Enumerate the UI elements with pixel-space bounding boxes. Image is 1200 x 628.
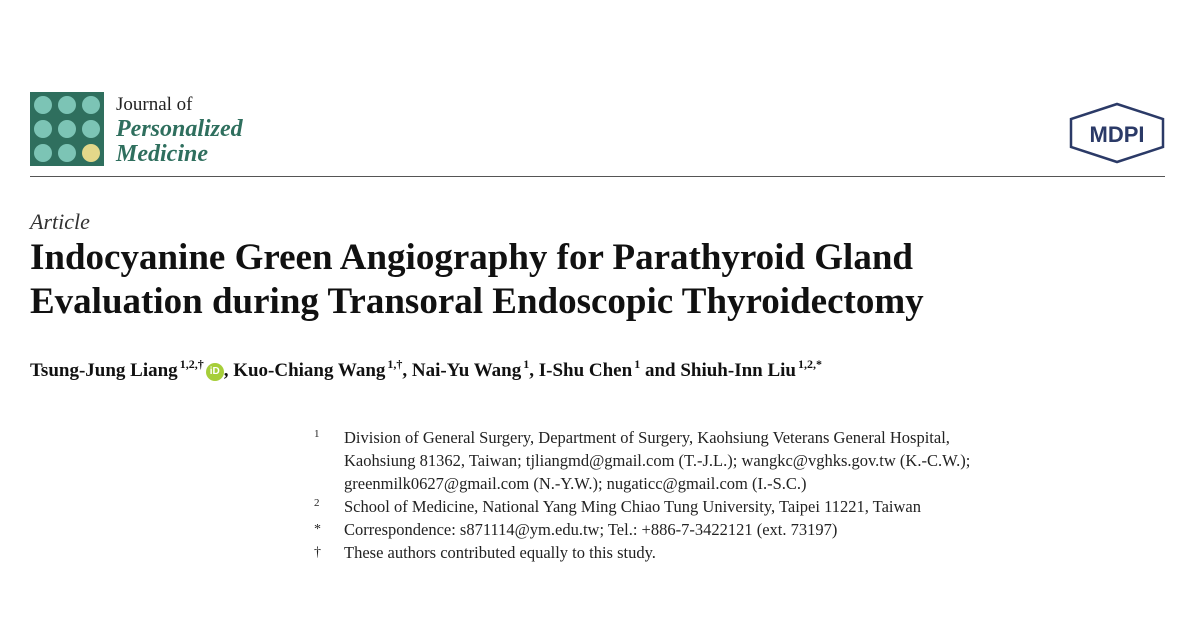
affiliation-item xyxy=(314,518,1074,541)
journal-prefix: Journal of xyxy=(116,94,193,115)
author-name: Nai-Yu Wang xyxy=(411,360,522,381)
affiliation-mark: 2 xyxy=(314,497,320,509)
affiliation-text xyxy=(344,518,1074,541)
author-name: Tsung-Jung Liang xyxy=(30,360,178,381)
affiliation-line: School of Medicine, National Yang Ming Chiao Tung University, Taipei 11221, Taiwan xyxy=(344,497,921,516)
correspondence-line: Correspondence: s871114@ym.edu.tw; Tel.: +886-7-3422121 (ext. 73197) xyxy=(344,520,838,539)
logo-dot-accent xyxy=(82,144,100,162)
equal-contribution-note: These authors contributed equally to this study. xyxy=(344,543,656,562)
affiliation-mark: 1 xyxy=(314,428,320,440)
affiliation-mark: † xyxy=(314,545,321,560)
title-line: Evaluation during Transoral Endoscopic Thyroidectomy xyxy=(30,281,924,322)
logo-dot xyxy=(34,96,52,114)
logo-dot xyxy=(58,120,76,138)
journal-name-line1: Personalized xyxy=(116,116,243,142)
author-separator: , xyxy=(529,360,539,381)
logo-dot xyxy=(34,144,52,162)
author-name: Kuo-Chiang Wang xyxy=(233,360,386,381)
title-line: Indocyanine Green Angiography for Parathyroid Gland xyxy=(30,237,913,278)
author-separator: and xyxy=(640,360,681,381)
logo-dot xyxy=(82,96,100,114)
author-separator: , xyxy=(402,360,412,381)
author-name: Shiuh-Inn Liu xyxy=(680,360,796,381)
mdpi-logo-text: MDPI xyxy=(1089,122,1145,147)
journal-name-line2: Medicine xyxy=(116,141,208,167)
affiliation-text xyxy=(344,495,1074,518)
logo-dot xyxy=(58,96,76,114)
author-affiliation-marks: 1,2,† xyxy=(179,357,204,371)
affiliation-item xyxy=(314,495,1074,518)
logo-dot xyxy=(82,120,100,138)
affiliation-mark: * xyxy=(314,522,321,537)
author-affiliation-marks: 1 xyxy=(634,357,641,371)
affiliation-line: greenmilk0627@gmail.com (N.-Y.W.); nugaticc@gmail.com (I.-S.C.) xyxy=(344,474,807,493)
author-affiliation-marks: 1,† xyxy=(387,357,403,371)
orcid-icon[interactable]: iD xyxy=(206,363,224,381)
mdpi-logo-icon xyxy=(1068,102,1166,164)
author-affiliation-marks: 1 xyxy=(523,357,530,371)
affiliation-item xyxy=(314,541,1074,564)
affiliation-line: Division of General Surgery, Department of Surgery, Kaohsiung Veterans General Hospital, xyxy=(344,428,950,447)
logo-dot xyxy=(58,144,76,162)
author-affiliation-marks: 1,2,* xyxy=(798,357,822,371)
article-type: Article xyxy=(30,209,90,234)
author-name: I-Shu Chen xyxy=(538,360,633,381)
author-separator: , xyxy=(223,360,234,381)
article-title xyxy=(30,236,1160,324)
journal-name xyxy=(116,92,243,167)
logo-dot xyxy=(34,120,52,138)
affiliation-item xyxy=(314,426,1074,495)
affiliation-list xyxy=(314,426,1074,564)
journal-logo-icon xyxy=(30,92,104,166)
header-divider xyxy=(30,176,1165,177)
affiliation-text xyxy=(344,541,1074,564)
author-list xyxy=(30,357,1170,382)
affiliation-text xyxy=(344,426,1074,495)
affiliation-line: Kaohsiung 81362, Taiwan; tjliangmd@gmail.com (T.-J.L.); wangkc@vghks.gov.tw (K.-C.W.); xyxy=(344,451,971,470)
